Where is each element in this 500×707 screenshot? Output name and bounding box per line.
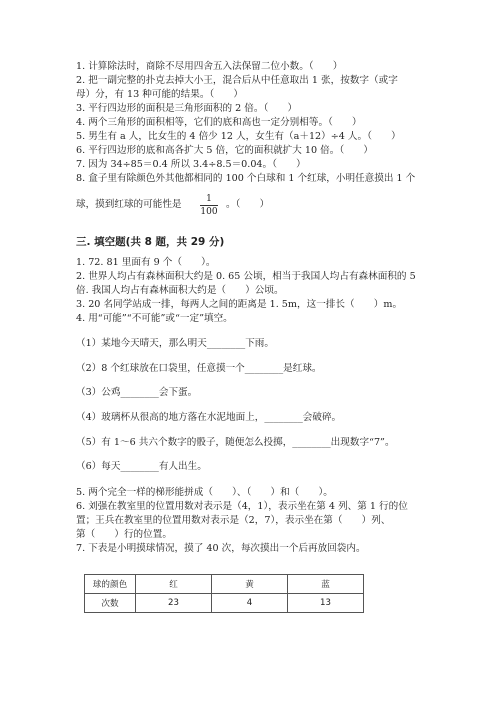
judge-question-7: 7. 因为 34÷85＝0.4 所以 3.4÷8.5＝0.04。（ ）	[76, 159, 306, 170]
fill-question-5: 5. 两个完全一样的梯形能拼成（ ）、（ ）和（ ）。	[76, 487, 333, 498]
fill-question-6-cont: 置；王兵在教室里的位置用数对表示是（2，7），表示坐在第（ ）列、	[76, 515, 391, 526]
table-cell: 4	[212, 594, 288, 613]
table-cell: 蓝	[288, 575, 364, 594]
table-header-row	[85, 575, 364, 594]
table-row	[85, 594, 364, 613]
judge-question-4: 4. 两个三角形的面积相等，它们的底和高也一定分别相等。（ ）	[76, 117, 362, 128]
sub-question-2: （2）8 个红球放在口袋里，任意摸一个________是红球。	[76, 363, 322, 374]
fill-question-2-cont: 倍. 我国人均占有森林面积大约是（ ）公顷。	[76, 285, 284, 296]
judge-question-2: 2. 把一副完整的扑克去掉大小王，混合后从中任意取出 1 张，按数字（或字	[76, 75, 398, 86]
table-cell: 23	[136, 594, 212, 613]
fill-question-1: 1. 72. 81 里面有 9 个（ ）。	[76, 257, 216, 268]
judge-question-8-answer: 。（ ）	[226, 199, 270, 210]
table-cell: 球的颜色	[85, 575, 136, 594]
section-heading: 三. 填空题(共 8 题，共 29 分)	[76, 236, 225, 248]
judge-question-6: 6. 平行四边形的底和高各扩大 5 倍，它的面积就扩大 10 倍。（ ）	[76, 145, 373, 156]
fill-question-3: 3. 20 名同学站成一排，每两人之间的距离是 1. 5m，这一排长（ ）m。	[76, 299, 403, 310]
sub-question-3: （3）公鸡________会下蛋。	[76, 387, 198, 398]
table-cell: 13	[288, 594, 364, 613]
probability-fraction	[200, 194, 218, 217]
judge-question-3: 3. 平行四边形的面积是三角形面积的 2 倍。（ ）	[76, 103, 298, 114]
judge-question-8: 8. 盒子里有除颜色外其他都相同的 100 个白球和 1 个红球，小明任意摸出 1 个	[76, 173, 416, 184]
fill-question-6: 6. 刘强在教室里的位置用数对表示是（4，1），表示坐在第 4 列、第 1 行的位	[76, 501, 408, 512]
sub-question-4: （4）玻璃杯从很高的地方落在水泥地面上，________会破碎。	[76, 412, 342, 423]
table-cell: 红	[136, 575, 212, 594]
table-cell: 次数	[85, 594, 136, 613]
fill-question-6-cont2: 第（ ）行的位置。	[76, 529, 172, 540]
sub-question-1: （1）某地今天晴天，那么明天________下雨。	[76, 338, 274, 349]
fill-question-4: 4. 用“可能”“不可能”或“一定”填空。	[76, 313, 233, 324]
judge-question-2-cont: 母）分，有 13 种可能的结果。（ ）	[76, 89, 244, 100]
sub-question-5: （5）有 1～6 共六个数字的骰子，随便怎么投掷，________出现数字“7”。	[76, 437, 395, 448]
table-cell: 黄	[212, 575, 288, 594]
judge-question-5: 5. 男生有 a 人，比女生的 4 倍少 12 人，女生有（a＋12）÷4 人。（ ）	[76, 131, 401, 142]
sub-question-6: （6）每天________有人出生。	[76, 461, 207, 472]
fraction-numerator: 1	[200, 194, 218, 206]
judge-question-1: 1. 计算除法时，商除不尽用四舍五入法保留二位小数。（ ）	[76, 61, 343, 72]
fraction-denominator: 100	[200, 207, 218, 217]
ball-tally-table	[84, 574, 364, 613]
judge-question-8-cont: 球，摸到红球的可能性是	[76, 199, 182, 210]
fill-question-2: 2. 世界人均占有森林面积大约是 0. 65 公顷，相当于我国人均占有森林面积的 5	[76, 271, 416, 282]
fill-question-7: 7. 下表是小明摸球情况，摸了 40 次，每次摸出一个后再放回袋内。	[76, 543, 366, 554]
